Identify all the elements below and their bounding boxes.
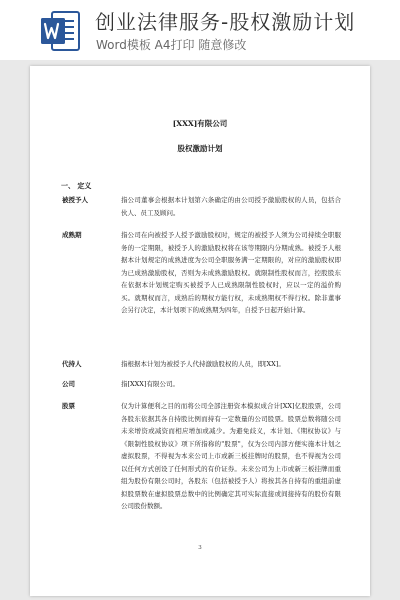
document-title: 创业法律服务-股权激励计划 — [95, 10, 356, 34]
document-subtitle: Word模板 A4打印 随意修改 — [96, 38, 247, 52]
definition-nominee: 指根据本计划为被授予人代持激励股权的人员，即[XX]。 — [121, 360, 285, 368]
term-vesting-period: 成熟期 — [62, 231, 82, 239]
company-name: [XXX]有限公司 — [172, 119, 228, 128]
definition-company: 指[XXX]有限公司。 — [121, 380, 179, 388]
definition-vesting-period: 指公司在向被授予人授予激励股权时，规定的被授予人须为公司持续全职服务的一定期限，被授予人的激励股权将在该等期限内分期成熟。被授予人根据本计划规定的成熟进度为公司全职服务满一定期限的，对应的激励股权即为已成熟激励股权，否则为未成熟激励股权。就限制性股权而言，控股股东在依据本计划规定购买被授予人已成熟限制性股权时，应以一定的溢价购买。就期权而言，成熟后的期权方能行权，未成熟期权不得行权。除非董事会另行决定，本计划项下的成熟期为四年，自授予日起开始计算。 — [121, 231, 341, 314]
page-number: 3 — [198, 545, 202, 551]
header-bar — [0, 0, 400, 60]
definition-shares: 仅为计算便利之目的而将公司全部注册资本模拟成合计[XX]亿股股票，公司各股东依据其各自持股比例而持有一定数量的公司股票。股票总数将随公司未来增资或减资而相应增加或减少。为避免歧义，本计划、《期权协议》与《限制性股权协议》项下所指称的"股票"，仅为公司内部方便实施本计划之虚拟股票，不得视为本来公司上市或新三板挂牌时的股票，也不得视为公司以任何方式创设了任何形式的有价证券。未来公司为上市或新三板挂牌而重组为股份有限公司时，各股东（包括被授予人）将按其各自持有的重组前虚拟股票数在虚拟股票总数中的比例确定其可实际直接或间接持有的股份有限公司股份数额。 — [121, 402, 341, 510]
term-company: 公司 — [62, 380, 75, 388]
term-nominee: 代持人 — [62, 360, 82, 368]
definition-grantee: 指公司董事会根据本计划第六条确定的由公司授予激励股权的人员，包括合伙人、员工及顾问。 — [121, 196, 341, 217]
term-shares: 股票 — [62, 402, 75, 410]
term-grantee: 被授予人 — [62, 196, 88, 204]
section-heading: 一、 定义 — [61, 181, 92, 190]
plan-title: 股权激励计划 — [177, 144, 223, 153]
word-document-icon — [38, 9, 82, 53]
document-page — [30, 66, 370, 596]
